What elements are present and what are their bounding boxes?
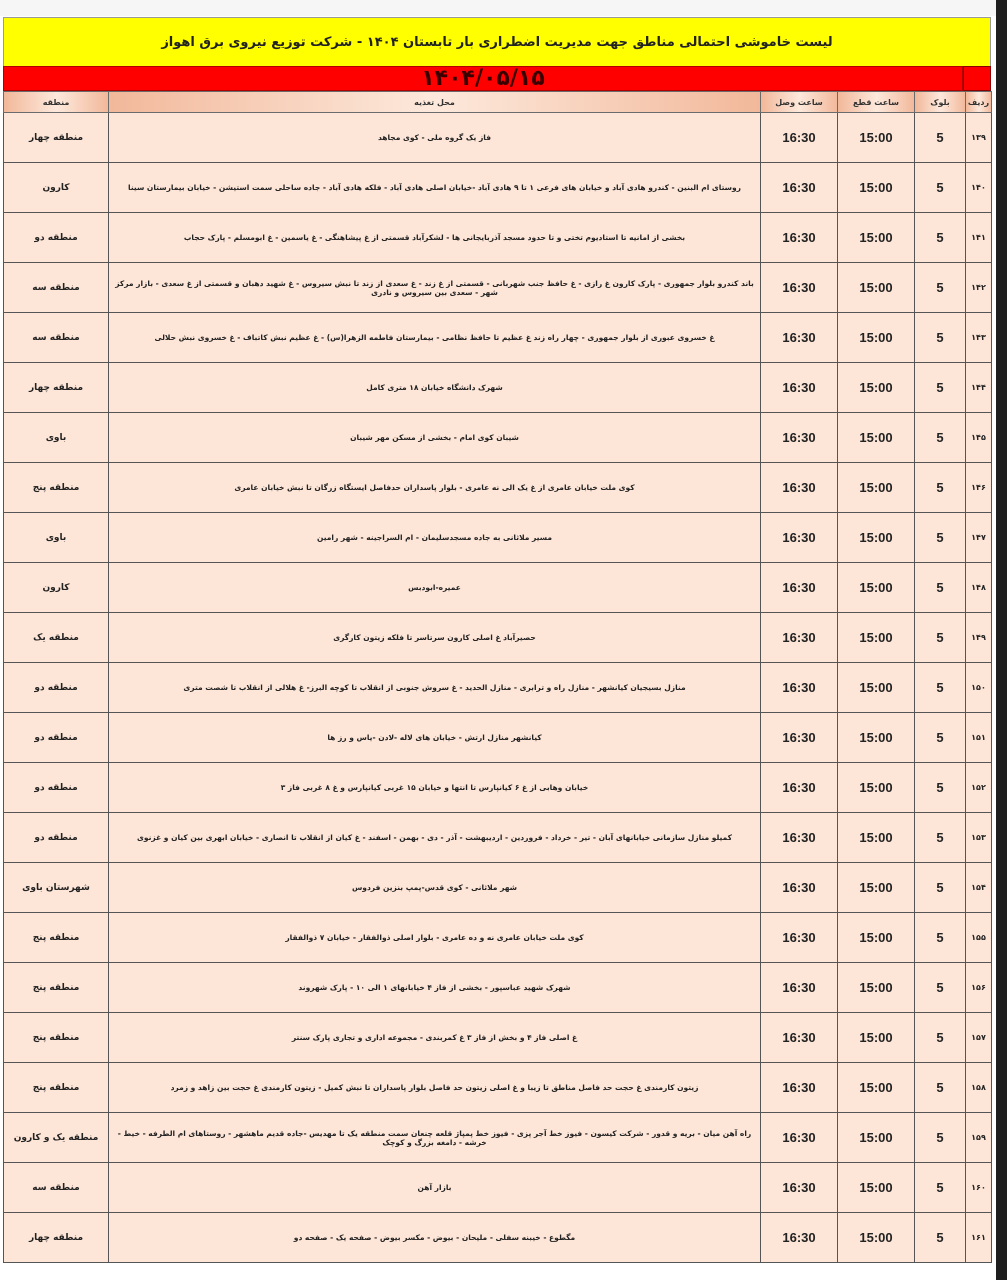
location-cell: مگطوع - خیبنه سفلی - ملیحان - بیوض - مکسر بیوض - صفحه یک - صفحه دو (109, 1213, 761, 1263)
connect-time-cell: 16:30 (761, 413, 838, 463)
table-row (4, 263, 992, 313)
table-row (4, 363, 992, 413)
row-number: ۱۵۵ (966, 913, 992, 963)
table-row (4, 513, 992, 563)
location-cell: خیابان وهابی از غ ۶ کیانپارس تا انتها و خیابان ۱۵ غربی کیانپارس و غ ۸ غربی فاز ۳ (109, 763, 761, 813)
table-row (4, 1113, 992, 1163)
table-row (4, 863, 992, 913)
location-cell: شهرک دانشگاه خیابان ۱۸ متری کامل (109, 363, 761, 413)
connect-time-cell: 16:30 (761, 913, 838, 963)
cut-time-cell: 15:00 (838, 1163, 915, 1213)
region-cell: منطقه پنج (4, 1063, 109, 1113)
date-corner-cell (963, 66, 991, 91)
col-region: منطقه (4, 92, 109, 113)
connect-time-cell: 16:30 (761, 513, 838, 563)
block-cell: 5 (915, 813, 966, 863)
region-cell: منطقه دو (4, 813, 109, 863)
top-strip (0, 0, 1007, 16)
block-cell: 5 (915, 963, 966, 1013)
row-number: ۱۵۳ (966, 813, 992, 863)
connect-time-cell: 16:30 (761, 363, 838, 413)
connect-time-cell: 16:30 (761, 713, 838, 763)
cut-time-cell: 15:00 (838, 763, 915, 813)
row-number: ۱۵۴ (966, 863, 992, 913)
cut-time-cell: 15:00 (838, 213, 915, 263)
row-number: ۱۴۰ (966, 163, 992, 213)
block-cell: 5 (915, 1013, 966, 1063)
cut-time-cell: 15:00 (838, 413, 915, 463)
table-row (4, 1063, 992, 1113)
table-row (4, 113, 992, 163)
location-cell: عمیره-ابودبس (109, 563, 761, 613)
table-row (4, 613, 992, 663)
cut-time-cell: 15:00 (838, 613, 915, 663)
block-cell: 5 (915, 613, 966, 663)
block-cell: 5 (915, 463, 966, 513)
table-row (4, 713, 992, 763)
cut-time-cell: 15:00 (838, 663, 915, 713)
block-cell: 5 (915, 1213, 966, 1263)
table-row (4, 163, 992, 213)
block-cell: 5 (915, 113, 966, 163)
cut-time-cell: 15:00 (838, 463, 915, 513)
block-cell: 5 (915, 1113, 966, 1163)
row-number: ۱۴۶ (966, 463, 992, 513)
region-cell: منطقه سه (4, 1163, 109, 1213)
connect-time-cell: 16:30 (761, 263, 838, 313)
row-number: ۱۵۸ (966, 1063, 992, 1113)
block-cell: 5 (915, 513, 966, 563)
connect-time-cell: 16:30 (761, 813, 838, 863)
block-cell: 5 (915, 1063, 966, 1113)
region-cell: منطقه سه (4, 313, 109, 363)
block-cell: 5 (915, 163, 966, 213)
row-number: ۱۴۳ (966, 313, 992, 363)
connect-time-cell: 16:30 (761, 1163, 838, 1213)
location-cell: کیانشهر منازل ارتش - خیابان های لاله -لادن -یاس و رز ها (109, 713, 761, 763)
location-cell: شیبان کوی امام - بخشی از مسکن مهر شیبان (109, 413, 761, 463)
location-cell: حصیرآباد غ اصلی کارون سرتاسر تا فلکه زیتون کارگری (109, 613, 761, 663)
schedule-date: ۱۴۰۴/۰۵/۱۵ (3, 66, 963, 91)
connect-time-cell: 16:30 (761, 1213, 838, 1263)
region-cell: منطقه پنج (4, 913, 109, 963)
region-cell: کارون (4, 563, 109, 613)
location-cell: بازار آهن (109, 1163, 761, 1213)
region-cell: شهرستان باوی (4, 863, 109, 913)
region-cell: منطقه دو (4, 713, 109, 763)
connect-time-cell: 16:30 (761, 613, 838, 663)
region-cell: منطقه دو (4, 763, 109, 813)
cut-time-cell: 15:00 (838, 113, 915, 163)
connect-time-cell: 16:30 (761, 763, 838, 813)
connect-time-cell: 16:30 (761, 113, 838, 163)
cut-time-cell: 15:00 (838, 563, 915, 613)
row-number: ۱۵۶ (966, 963, 992, 1013)
block-cell: 5 (915, 563, 966, 613)
cut-time-cell: 15:00 (838, 863, 915, 913)
col-connect-time: ساعت وصل (761, 92, 838, 113)
block-cell: 5 (915, 863, 966, 913)
region-cell: منطقه پنج (4, 963, 109, 1013)
row-number: ۱۳۹ (966, 113, 992, 163)
connect-time-cell: 16:30 (761, 1113, 838, 1163)
connect-time-cell: 16:30 (761, 563, 838, 613)
cut-time-cell: 15:00 (838, 1213, 915, 1263)
table-row (4, 1013, 992, 1063)
location-cell: مسیر ملاثانی به جاده مسجدسلیمان - ام السراجینه - شهر رامین (109, 513, 761, 563)
region-cell: منطقه دو (4, 213, 109, 263)
region-cell: باوی (4, 513, 109, 563)
table-row (4, 1163, 992, 1213)
date-row (3, 66, 991, 91)
connect-time-cell: 16:30 (761, 313, 838, 363)
table-row (4, 813, 992, 863)
col-cut-time: ساعت قطع (838, 92, 915, 113)
table-row (4, 763, 992, 813)
row-number: ۱۵۷ (966, 1013, 992, 1063)
region-cell: منطقه یک و کارون (4, 1113, 109, 1163)
table-row (4, 463, 992, 513)
region-cell: منطقه یک (4, 613, 109, 663)
sheet-title: لیست خاموشی احتمالی مناطق جهت مدیریت اضطراری بار تابستان ۱۴۰۴ - شرکت توزیع نیروی برق اهواز (3, 17, 991, 66)
location-cell: راه آهن میان - بریه و قدور - شرکت کیسون - فیوز خط آجر پزی - فیوز خط پمپاژ قلعه چنعان سمت منطقه یک تا مهدیس -جاده قدیم ماهشهر - روستاهای ام الطرفه - خیط - خرشه - دامغه بزرگ و کوچک (109, 1113, 761, 1163)
region-cell: منطقه دو (4, 663, 109, 713)
cut-time-cell: 15:00 (838, 263, 915, 313)
row-number: ۱۵۲ (966, 763, 992, 813)
region-cell: کارون (4, 163, 109, 213)
table-row (4, 913, 992, 963)
cut-time-cell: 15:00 (838, 313, 915, 363)
location-cell: شهر ملاثانی - کوی قدس-پمپ بنزین فردوس (109, 863, 761, 913)
cut-time-cell: 15:00 (838, 913, 915, 963)
row-number: ۱۴۷ (966, 513, 992, 563)
cut-time-cell: 15:00 (838, 1013, 915, 1063)
region-cell: منطقه پنج (4, 1013, 109, 1063)
location-cell: کوی ملت خیابان عامری از غ یک الی نه عامری - بلوار پاسداران حدفاصل ایستگاه زرگان تا نبش خیابان عامری (109, 463, 761, 513)
location-cell: فاز یک گروه ملی - کوی مجاهد (109, 113, 761, 163)
connect-time-cell: 16:30 (761, 463, 838, 513)
connect-time-cell: 16:30 (761, 1063, 838, 1113)
connect-time-cell: 16:30 (761, 1013, 838, 1063)
outage-table (3, 91, 992, 1263)
block-cell: 5 (915, 913, 966, 963)
row-number: ۱۴۴ (966, 363, 992, 413)
region-cell: منطقه سه (4, 263, 109, 313)
location-cell: باند کندرو بلوار جمهوری - پارک کارون غ رازی - غ حافظ جنب شهربانی - قسمتی از غ زند - غ سعدی از زند تا نبش سیروس - غ شهید دهبان و قسمتی از غ سعدی - بازار مرکز شهر - سعدی بین سیروس و نادری (109, 263, 761, 313)
cut-time-cell: 15:00 (838, 713, 915, 763)
block-cell: 5 (915, 363, 966, 413)
location-cell: زیتون کارمندی غ حجت حد فاصل مناطق تا زیبا و غ اصلی زیتون حد فاصل بلوار پاسداران تا نبش کمیل - زیتون کارمندی غ حجت بین زاهد و زمرد (109, 1063, 761, 1113)
viewer-edge-bar (996, 0, 1007, 1280)
row-number: ۱۵۹ (966, 1113, 992, 1163)
connect-time-cell: 16:30 (761, 863, 838, 913)
location-cell: بخشی از امانیه تا استادیوم تختی و تا حدود مسجد آذربایجانی ها - لشکرآباد قسمتی از غ پیشاهنگی - غ یاسمین - غ ابومسلم - پارک حجاب (109, 213, 761, 263)
block-cell: 5 (915, 263, 966, 313)
block-cell: 5 (915, 313, 966, 363)
location-cell: کوی ملت خیابان عامری نه و ده عامری - بلوار اصلی ذوالفقار - خیابان ۷ ذوالفقار (109, 913, 761, 963)
region-cell: منطقه چهار (4, 113, 109, 163)
block-cell: 5 (915, 413, 966, 463)
row-number: ۱۴۲ (966, 263, 992, 313)
row-number: ۱۵۱ (966, 713, 992, 763)
block-cell: 5 (915, 1163, 966, 1213)
location-cell: غ اصلی فاز ۴ و بخش از فاز ۳ غ کمربندی - مجموعه اداری و تجاری پارک سنتر (109, 1013, 761, 1063)
cut-time-cell: 15:00 (838, 363, 915, 413)
region-cell: باوی (4, 413, 109, 463)
connect-time-cell: 16:30 (761, 163, 838, 213)
table-row (4, 1213, 992, 1263)
location-cell: کمیلو منازل سازمانی خیابانهای آبان - تیر - خرداد - فروردین - اردیبهشت - آذر - دی - بهمن - اسفند - غ کیان از انقلاب تا انصاری - خیابان ابهری بین کیان و غزنوی (109, 813, 761, 863)
row-number: ۱۴۸ (966, 563, 992, 613)
table-row (4, 563, 992, 613)
row-number: ۱۴۵ (966, 413, 992, 463)
col-location: محل تغذیه (109, 92, 761, 113)
cut-time-cell: 15:00 (838, 1113, 915, 1163)
location-cell: روستای ام البنین - کندرو هادی آباد و خیابان های فرعی ۱ تا ۹ هادی آباد -خیابان اصلی هادی آباد - فلکه هادی آباد - جاده ساحلی سمت استیشن - خیابان بیمارستان سینا (109, 163, 761, 213)
connect-time-cell: 16:30 (761, 663, 838, 713)
cut-time-cell: 15:00 (838, 813, 915, 863)
block-cell: 5 (915, 763, 966, 813)
row-number: ۱۴۹ (966, 613, 992, 663)
region-cell: منطقه چهار (4, 1213, 109, 1263)
location-cell: شهرک شهید عباسپور - بخشی از فاز ۴ خیابانهای ۱ الی ۱۰ - پارک شهروند (109, 963, 761, 1013)
location-cell: غ خسروی عبوری از بلوار جمهوری - چهار راه زند غ عظیم تا حافظ نظامی - بیمارستان فاطمه الزهرا(س) - غ عظیم نبش کاتباف - غ خسروی نبش حلالی (109, 313, 761, 363)
col-block: بلوک (915, 92, 966, 113)
cut-time-cell: 15:00 (838, 513, 915, 563)
row-number: ۱۶۰ (966, 1163, 992, 1213)
region-cell: منطقه چهار (4, 363, 109, 413)
row-number: ۱۶۱ (966, 1213, 992, 1263)
table-row (4, 663, 992, 713)
table-row (4, 963, 992, 1013)
block-cell: 5 (915, 213, 966, 263)
connect-time-cell: 16:30 (761, 213, 838, 263)
row-number: ۱۵۰ (966, 663, 992, 713)
cut-time-cell: 15:00 (838, 163, 915, 213)
table-row (4, 213, 992, 263)
col-row: ردیف (966, 92, 992, 113)
region-cell: منطقه پنج (4, 463, 109, 513)
block-cell: 5 (915, 713, 966, 763)
location-cell: منازل بسیجیان کیانشهر - منازل راه و ترابری - منازل الحدید - غ سروش جنوبی از انقلاب تا کوچه البرز- غ هلالی از انقلاب تا شصت متری (109, 663, 761, 713)
row-number: ۱۴۱ (966, 213, 992, 263)
outage-sheet (3, 17, 991, 1263)
table-header (4, 92, 992, 113)
table-row (4, 413, 992, 463)
cut-time-cell: 15:00 (838, 1063, 915, 1113)
block-cell: 5 (915, 663, 966, 713)
connect-time-cell: 16:30 (761, 963, 838, 1013)
table-row (4, 313, 992, 363)
cut-time-cell: 15:00 (838, 963, 915, 1013)
